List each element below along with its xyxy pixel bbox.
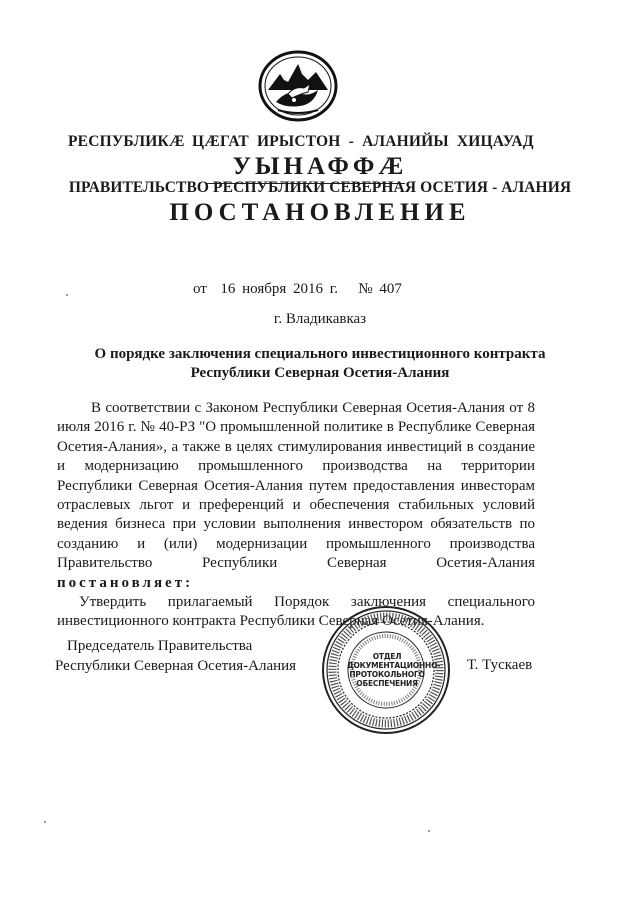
stamp-line-4: ОБЕСПЕЧЕНИЯ bbox=[356, 679, 418, 688]
stamp-line-2: ДОКУМЕНТАЦИОННО- bbox=[347, 661, 441, 670]
decree-word: постановляет: bbox=[57, 574, 194, 591]
signatory-name: Т. Тускаев bbox=[467, 657, 533, 673]
republic-os-left: РЕСПУБЛИКӔ bbox=[68, 133, 185, 150]
republic-os-right: ЦӔГАТ ИРЫСТОН - АЛАНИЙЫ ХИЦАУАД bbox=[192, 133, 534, 150]
coat-of-arms-emblem bbox=[258, 50, 338, 122]
scan-speck bbox=[66, 294, 68, 296]
number-label: № bbox=[358, 281, 373, 297]
scan-speck bbox=[44, 821, 46, 823]
signatory-position bbox=[55, 637, 296, 676]
document-body bbox=[57, 399, 535, 632]
title-os: УЫНАФФӔ bbox=[232, 153, 408, 180]
date-number-line bbox=[193, 281, 402, 298]
scan-speck bbox=[428, 830, 430, 832]
paragraph-1-text: В соответствии с Законом Республики Северная Осетия-Алания от 8 июля 2016 г. № 40-РЗ "О промышленной политике в Республике Северная Осетия-Алания», а также в целях стимулирования инвестиций в создание и модернизацию промышленного производства на территории Республики Северная Осетия-Алания путем предоставления инвесторам отраслевых льгот и преференций и обеспечения стабильных условий ведения бизнеса при условии выполнения инвестором обязательств по созданию и (или) модернизации промышленного производства Правительство Республики Северная Осетия-Алания bbox=[57, 400, 535, 572]
subject-line-2: Республики Северная Осетия-Алания bbox=[190, 365, 450, 381]
position-line-1: Председатель Правительства bbox=[67, 638, 253, 654]
stamp-text bbox=[347, 652, 441, 688]
document-date: 16 ноября 2016 г. bbox=[220, 281, 338, 297]
city: г. Владикавказ bbox=[273, 311, 367, 327]
paragraph-resolution: Утвердить прилагаемый Порядок заключения специального инвестиционного контракта Республики Северная Осетия-Алания. bbox=[57, 594, 535, 630]
subject-line-1: О порядке заключения специального инвестиционного контракта bbox=[94, 346, 546, 362]
title-ru: ПОСТАНОВЛЕНИЕ bbox=[169, 199, 471, 226]
stamp-line-1: ОТДЕЛ bbox=[372, 652, 402, 661]
government-ru-header: ПРАВИТЕЛЬСТВО РЕСПУБЛИКИ СЕВЕРНАЯ ОСЕТИЯ - АЛАНИЯ bbox=[68, 179, 572, 196]
position-line-2: Республики Северная Осетия-Алания bbox=[55, 657, 297, 674]
document-number: 407 bbox=[379, 281, 402, 297]
date-prefix: от bbox=[193, 281, 207, 297]
stamp-line-3: ПРОТОКОЛЬНОГО bbox=[349, 670, 425, 679]
paragraph-preamble bbox=[57, 399, 535, 593]
document-subject bbox=[60, 345, 580, 383]
